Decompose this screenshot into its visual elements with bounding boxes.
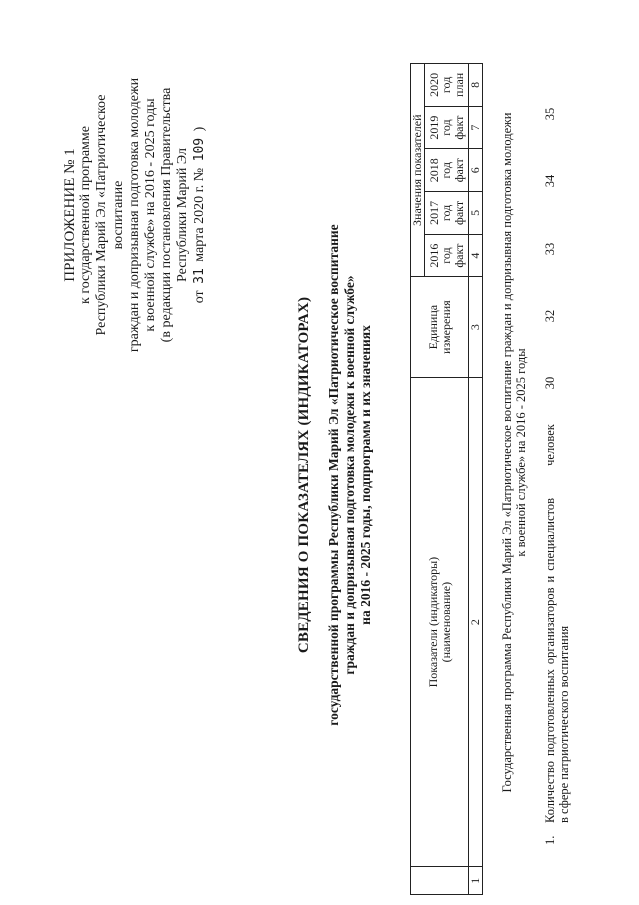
appendix-date — [192, 65, 208, 365]
row-value-2019: 34 — [543, 174, 557, 188]
subtitle-line: государственной программы Республики Марий Эл «Патриотическое воспитание — [326, 224, 341, 726]
section-line: к военной службе» на 2016 - 2025 годы — [514, 348, 528, 557]
date-day: 31 — [191, 268, 207, 284]
year-header: 2017 год факт — [425, 192, 469, 235]
column-number: 8 — [469, 64, 483, 107]
values-header: Значения показателей — [411, 64, 425, 277]
row-value-2017: 32 — [543, 309, 557, 323]
program-section-heading — [500, 0, 528, 905]
col-number-header — [411, 867, 469, 895]
year-header: 2019 год факт — [425, 106, 469, 149]
appendix-line: к государственной программе — [78, 126, 94, 304]
appendix-line: Республики Марий Эл «Патриотическое воспитание — [94, 94, 126, 336]
unit-header: Единица измерения — [411, 277, 469, 377]
date-suffix: ) — [191, 126, 207, 132]
column-number: 7 — [469, 106, 483, 149]
row-value-2016: 30 — [543, 376, 557, 390]
column-number-row — [469, 64, 483, 895]
row-indicator-name: Количество подготовленных организаторов и специалистов в сфере патриотического воспитания — [543, 498, 571, 823]
row-number: 1. — [543, 835, 557, 845]
subtitle-line: граждан и допризывная подготовка молодежи к военной службе» — [342, 275, 357, 675]
year-header: 2020 год план — [425, 64, 469, 107]
appendix-heading: ПРИЛОЖЕНИЕ № 1 — [62, 148, 78, 282]
column-number: 2 — [469, 377, 483, 867]
appendix-line: (в редакции постановления Правительства — [159, 87, 175, 343]
column-number: 3 — [469, 277, 483, 377]
year-header: 2016 год факт — [425, 234, 469, 277]
date-prefix: от — [191, 290, 207, 304]
row-value-2020: 35 — [543, 107, 557, 121]
appendix-line: граждан и допризывная подготовка молодежи — [126, 77, 142, 353]
appendix-block — [62, 65, 208, 365]
document-title: СВЕДЕНИЯ О ПОКАЗАТЕЛЯХ (ИНДИКАТОРАХ) — [296, 296, 312, 654]
row-value-2018: 33 — [543, 242, 557, 256]
year-header: 2018 год факт — [425, 149, 469, 192]
column-number: 6 — [469, 149, 483, 192]
indicators-table — [410, 63, 483, 895]
table-row — [543, 0, 583, 905]
appendix-line: к военной службе» на 2016 - 2025 годы — [143, 98, 159, 332]
date-month-year: марта 2020 г. № — [191, 167, 207, 262]
section-line: Государственная программа Республики Марий Эл «Патриотическое воспитание граждан и допризывная подготовка молодежи — [500, 112, 514, 793]
indicator-header: Показатели (индикаторы) (наименование) — [411, 377, 469, 867]
column-number: 1 — [469, 867, 483, 895]
column-number: 4 — [469, 234, 483, 277]
column-number: 5 — [469, 192, 483, 235]
subtitle-line: на 2016 - 2025 годы, подпрограмм и их значениях — [358, 325, 373, 625]
date-number: 109 — [191, 137, 207, 162]
row-unit: человек — [543, 424, 557, 466]
appendix-line: Республики Марий Эл — [175, 148, 191, 282]
document-subtitle — [326, 215, 374, 735]
